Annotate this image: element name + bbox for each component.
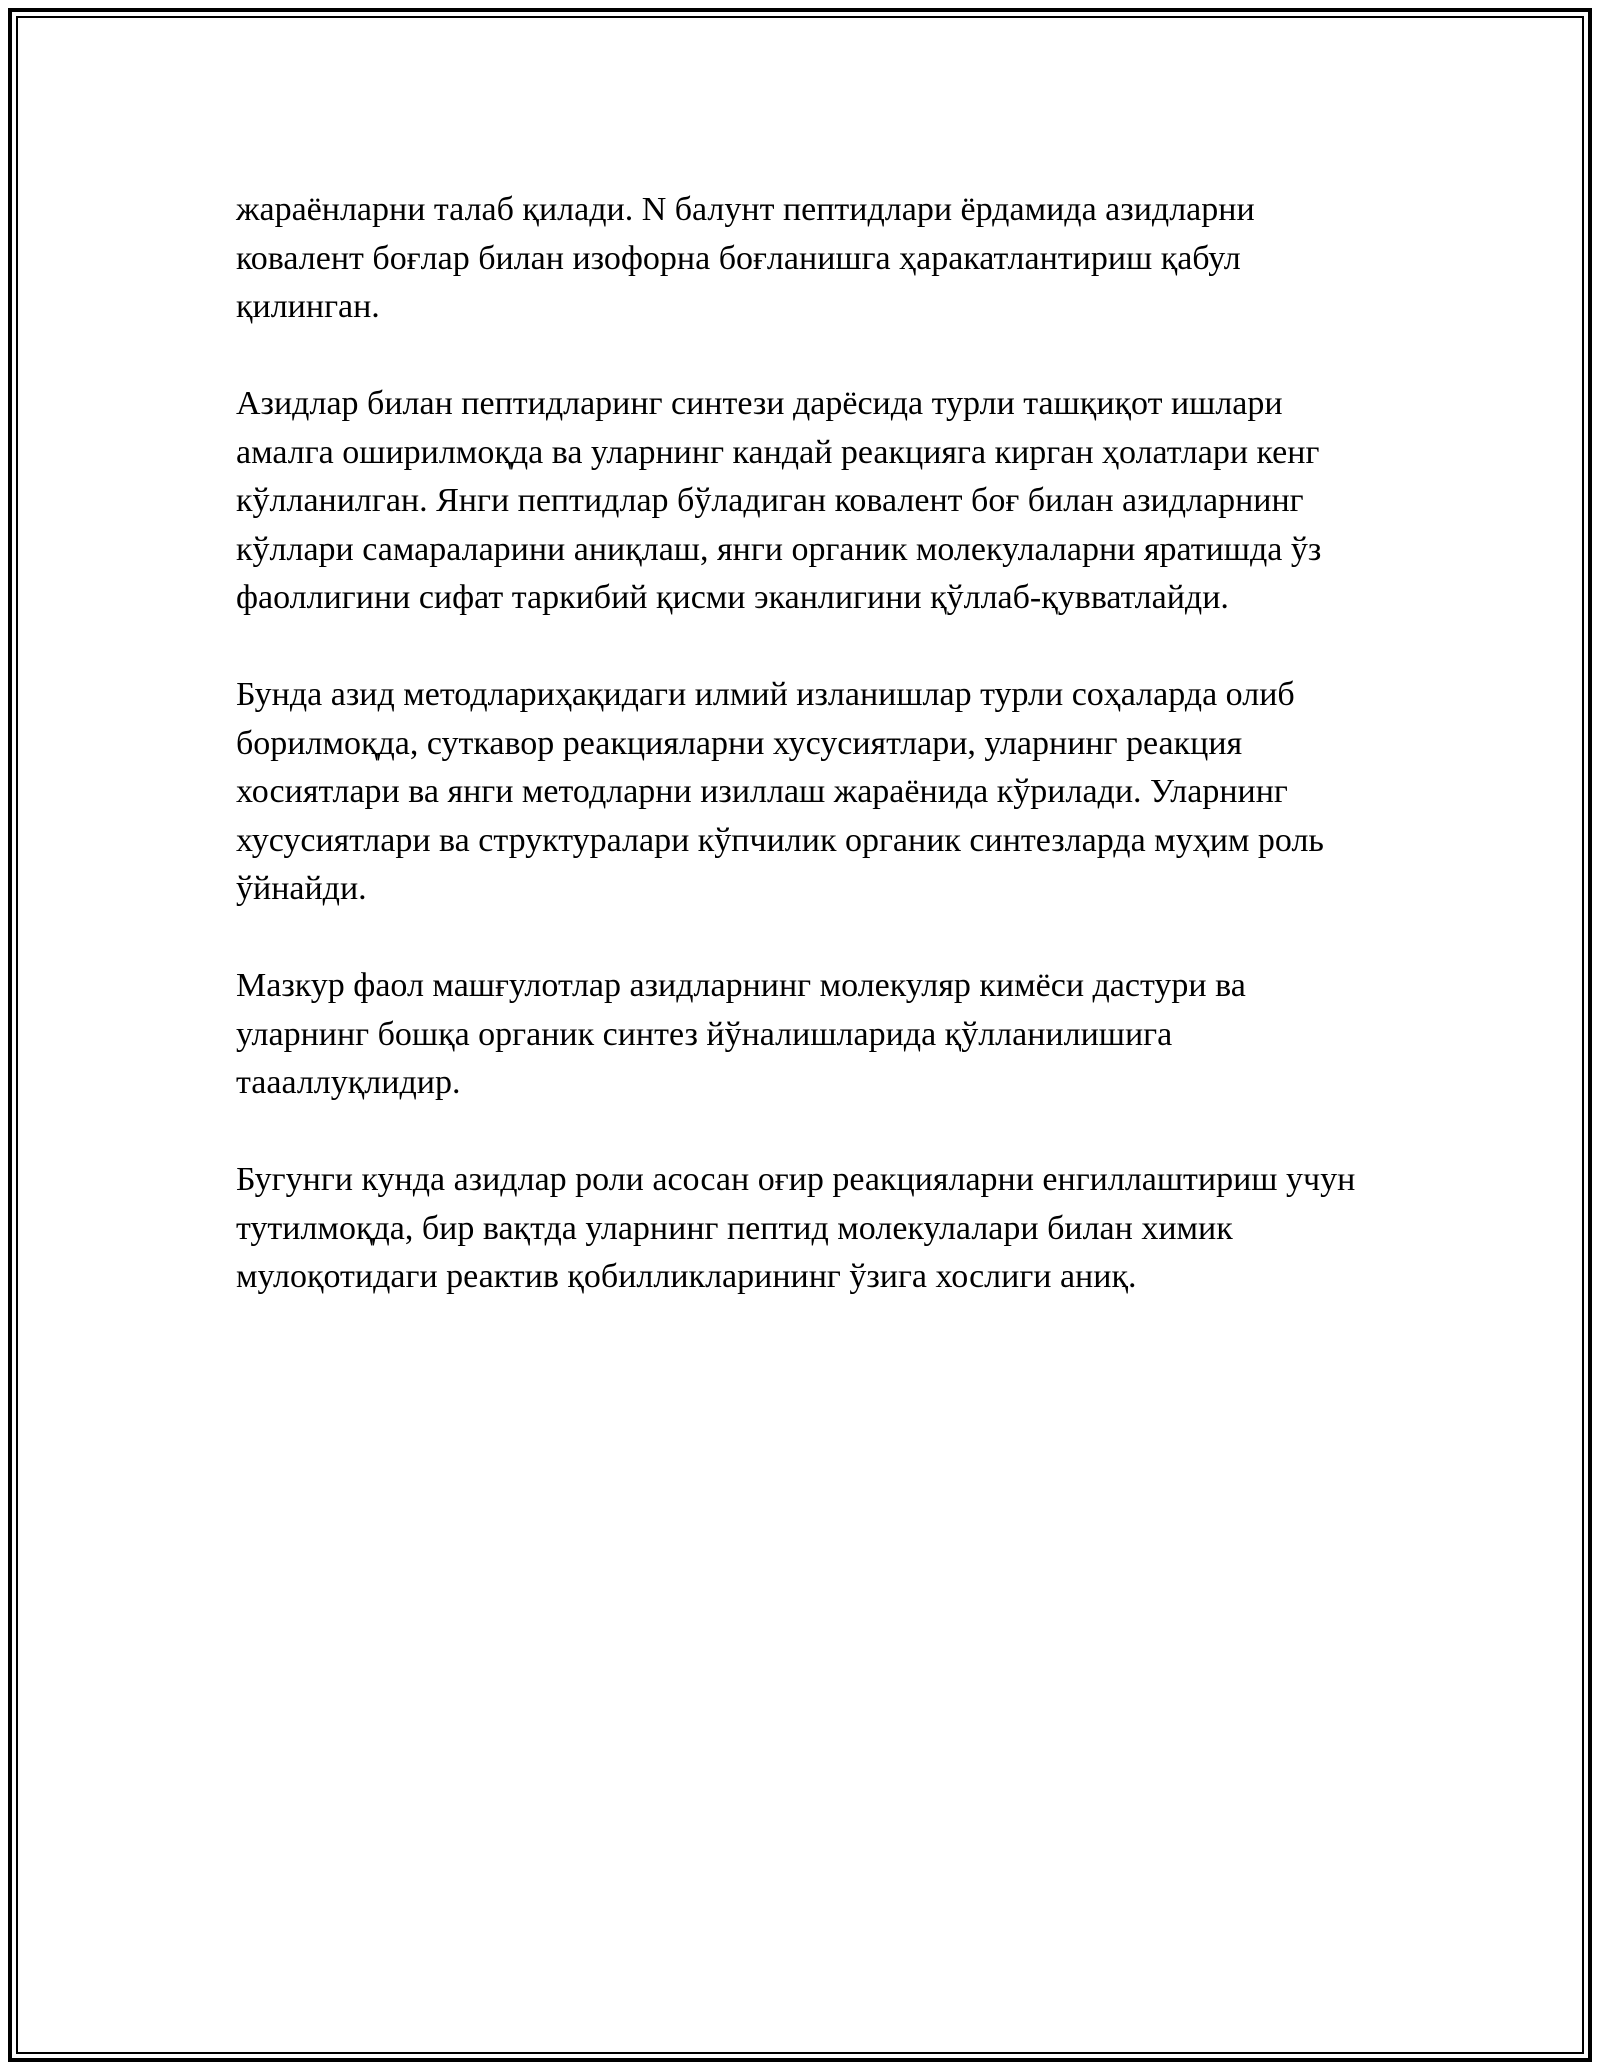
paragraph-5: Бугунги кунда азидлар роли асосан оғир реакцияларни енгиллаштириш учун тутилмоқда, бир вақтда уларнинг пептид молекулалари билан химик мулоқотидаги реактив қобилликларининг ўзига хослиги аниқ.	[236, 1161, 1356, 1295]
paragraph-4: Мазкур фаол машғулотлар азидларнинг молекуляр кимёси дастури ва уларнинг бошқа органик синтез йўналишларида қўлланилишига таааллуқлидир.	[236, 967, 1246, 1101]
paragraph-3: Бунда азид методлариҳақидаги илмий изланишлар турли соҳаларда олиб борилмоқда, суткавор реакцияларни хусусиятлари, уларнинг реакция хосиятлари ва янги методларни изиллаш жараёнида кўрилади. Уларнинг хусусиятлари ва структуралари кўпчилик органик синтезларда муҳим роль ўйнайди.	[236, 676, 1324, 907]
paragraph-1: жараёнларни талаб қилади. N балунт пептидлари ёрдамида азидларни ковалент боғлар билан изофорна боғланишга ҳаракатлантириш қабул қилинган.	[236, 191, 1255, 325]
document-body	[236, 186, 1376, 1302]
paragraph-2: Азидлар билан пептидларинг синтези дарёсида турли ташқиқот ишлари амалга оширилмоқда ва уларнинг кандай реакцияга кирган ҳолатлари кенг кўлланилган. Янги пептидлар бўладиган ковалент боғ билан азидларнинг кўллари самараларини аниқлаш, янги органик молекулаларни яратишда ўз фаоллигини сифат таркибий қисми эканлигини қўллаб-қувватлайди.	[236, 385, 1322, 616]
